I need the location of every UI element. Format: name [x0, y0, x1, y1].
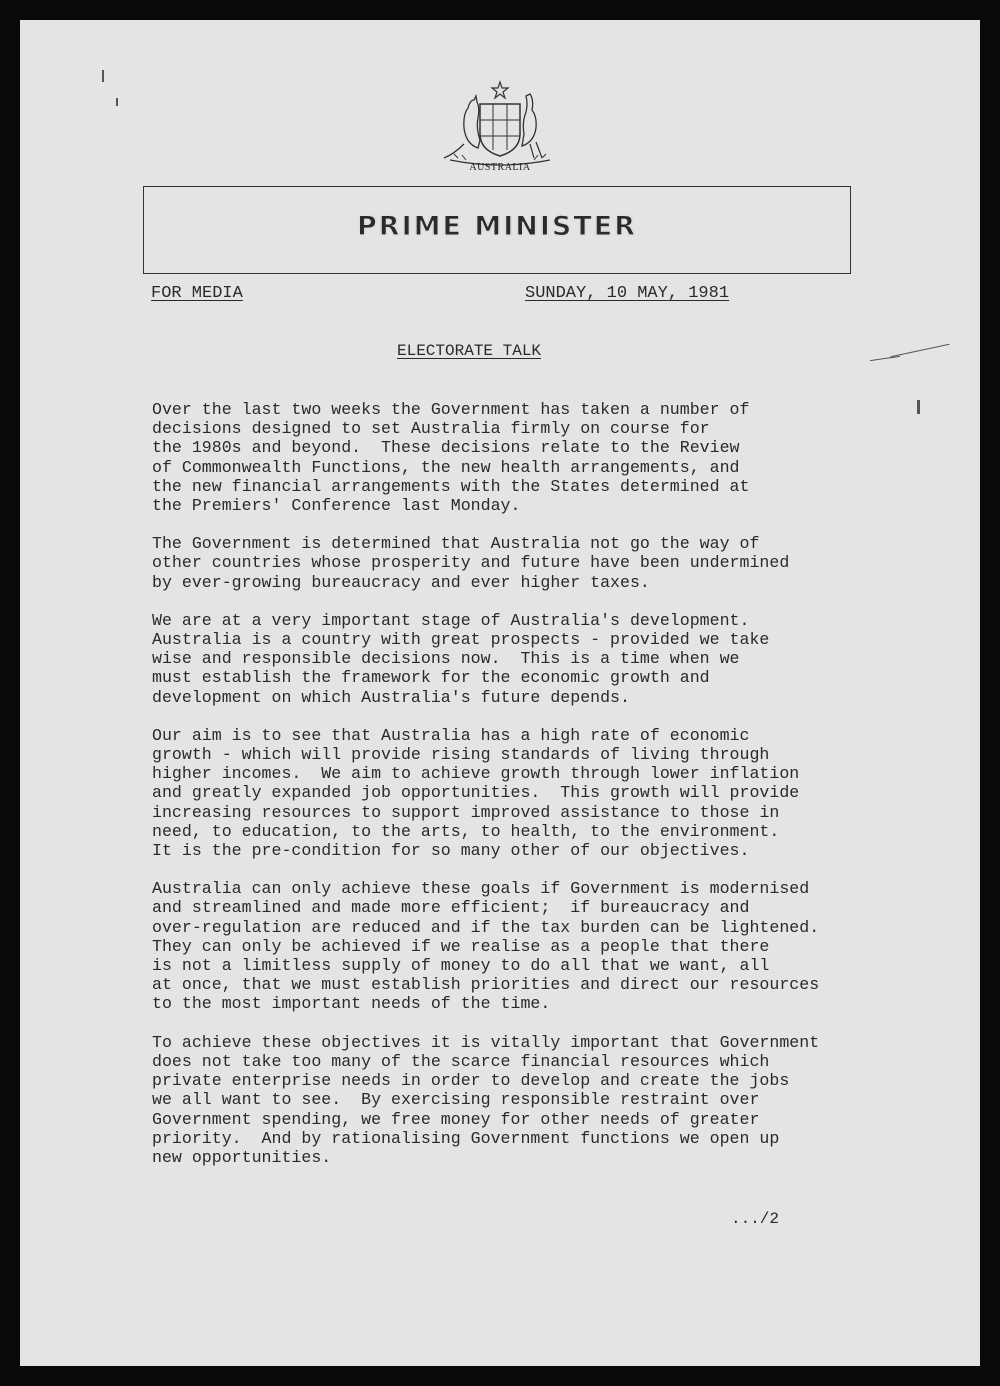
coat-of-arms-icon — [430, 78, 570, 168]
for-media-label: FOR MEDIA — [151, 284, 243, 303]
scan-mark — [116, 98, 118, 106]
paragraph-6: To achieve these objectives it is vitally important that Government does not take too many of the scarce financial resources which private enterprise needs in order to develop and create the jobs we all want to see. By exercising responsible restraint over Government spending, we free money for other needs of greater priority. And by rationalising Government functions we open up new opportunities. — [152, 1032, 820, 1167]
crest-label: AUSTRALIA — [469, 162, 531, 173]
document-page — [20, 20, 980, 1366]
coat-of-arms — [430, 78, 570, 198]
document-heading: ELECTORATE TALK — [397, 342, 542, 360]
scan-mark — [870, 356, 900, 361]
page-continuation: .../2 — [731, 1210, 780, 1228]
scan-mark — [102, 70, 104, 82]
paragraph-5: Australia can only achieve these goals if Government is modernised and streamlined and made more efficient; if bureaucracy and over-regulation are reduced and if the tax burden can be lightened. They can only be achieved if we realise as a people that there is not a limitless supply of money to do all that we want, all at once, that we must establish priorities and direct our resources to the most important needs of the time. — [152, 879, 820, 1014]
paragraph-3: We are at a very important stage of Australia's development. Australia is a country with great prospects - provided we take wise and responsible decisions now. This is a time when we must establish the framework for the economic growth and development on which Australia's future depends. — [152, 610, 770, 707]
release-date: SUNDAY, 10 MAY, 1981 — [525, 284, 730, 303]
page-title: PRIME MINISTER — [357, 211, 637, 242]
title-box — [143, 186, 851, 274]
paragraph-1: Over the last two weeks the Government has taken a number of decisions designed to set Australia firmly on course for the 1980s and beyond. These decisions relate to the Review of Commonwealth Functions, the new health arrangements, and the new financial arrangements with the States determined at the Premiers' Conference last Monday. — [152, 400, 750, 516]
scan-mark — [917, 400, 920, 414]
paragraph-2: The Government is determined that Australia not go the way of other countries whose prosperity and future have been undermined by ever-growing bureaucracy and ever higher taxes. — [152, 534, 790, 592]
paragraph-4: Our aim is to see that Australia has a high rate of economic growth - which will provide rising standards of living through higher incomes. We aim to achieve growth through lower inflation and greatly expanded job opportunities. This growth will provide increasing resources to support improved assistance to those in need, to education, to the arts, to health, to the environment. It is the pre-condition for so many other of our objectives. — [152, 725, 800, 861]
document-body — [152, 400, 942, 1186]
